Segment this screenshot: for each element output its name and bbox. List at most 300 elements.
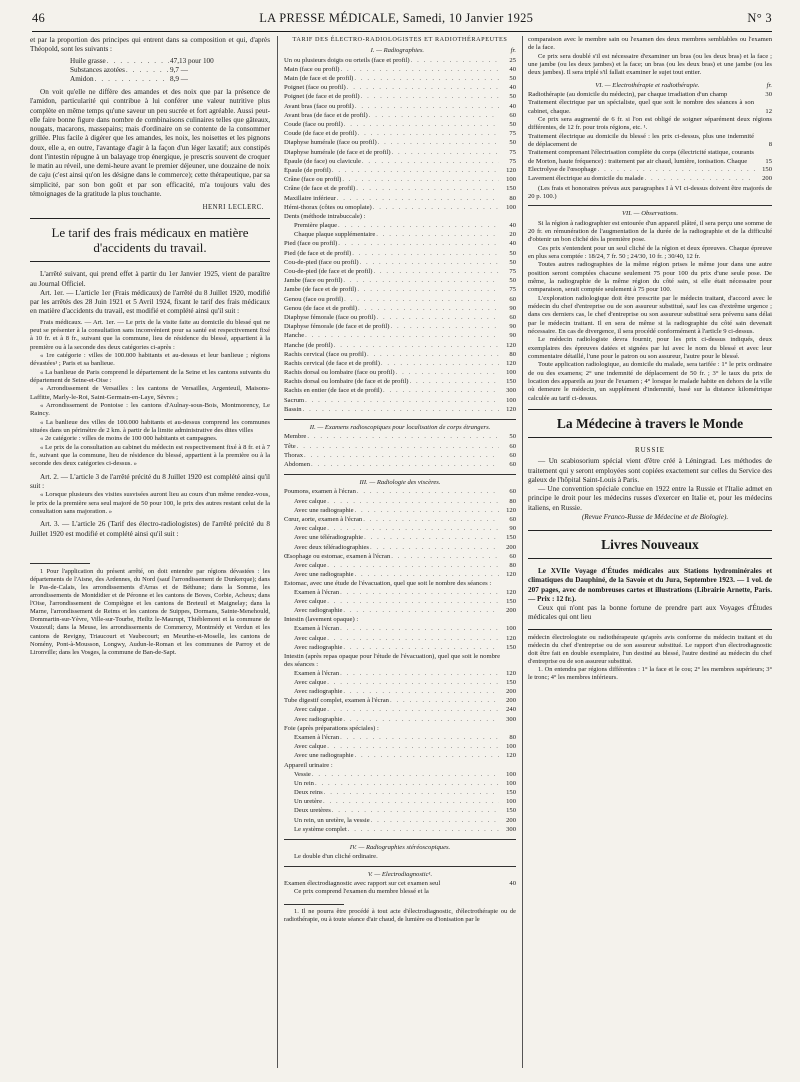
- tariff-price: 75: [509, 157, 516, 165]
- tariff-label: Avant bras (face ou profil): [284, 102, 354, 110]
- tariff-price: 100: [506, 369, 516, 377]
- leader-dots: [327, 498, 499, 506]
- leader-dots: [307, 433, 499, 441]
- composition-row: [70, 75, 230, 84]
- leader-dots: [340, 734, 499, 742]
- tariff-price: 100: [506, 779, 516, 787]
- tariff-price: 75: [509, 268, 516, 275]
- composition-label: Substances azotées: [70, 65, 125, 74]
- footnote: 1. Il ne pourra être procédé à tout acte d'électrodiagnostic, d'électrothérapie ou de radiothérapie, ou à toute séance d'air chaud, de lumière ou d'ionisation par le: [284, 907, 516, 923]
- leader-dots: [355, 507, 499, 515]
- tariff-price: 50: [509, 249, 516, 257]
- tariff-row: [284, 625, 516, 634]
- tariff-price: 50: [509, 258, 516, 266]
- tariff-price: 120: [506, 341, 516, 349]
- tariff-row: [284, 762, 516, 771]
- leader-dots: [343, 688, 499, 696]
- tariff-price: 100: [506, 396, 516, 404]
- tariff-row: [284, 697, 516, 706]
- tariff-label: Rachis en entier (de face et de profil): [284, 387, 382, 395]
- tariff-price: 300: [506, 715, 516, 723]
- leader-dots: [327, 679, 499, 687]
- leader-dots: [324, 789, 499, 797]
- masthead-title: LA PRESSE MÉDICALE, Samedi, 10 Janvier 1925: [259, 10, 534, 25]
- leader-dots: [340, 66, 499, 74]
- tariff-label: Diaphyse humérale (face ou profil): [284, 139, 377, 147]
- tariff-price: 100: [506, 176, 516, 184]
- unit-label: fr.: [510, 47, 516, 55]
- tariff-label: Avec calque: [294, 525, 327, 533]
- tariff-price: 50: [509, 93, 516, 101]
- tariff-label: Tête: [284, 442, 296, 450]
- tariff-label: Estomac, avec une étude de l'évacuation, quel que soit le nombre des séances :: [284, 580, 492, 588]
- leader-dots: [348, 826, 499, 834]
- tariff-label: Première plaque: [294, 222, 338, 230]
- leader-dots: [311, 461, 499, 469]
- news-item: — Une convention spéciale conclue en 1922 entre la Russie et l'Italie admet en principe le droit pour les médecins russes d'exercer en Italie et, pour les médecins italiens, en Russie.: [528, 485, 772, 512]
- tariff-label: Avec calque: [294, 597, 327, 605]
- section-rule: [284, 839, 516, 840]
- section-banner-title: La Médecine à travers le Monde: [528, 409, 772, 438]
- tariff-label: Rachis cervical (de face et de profil): [284, 359, 380, 367]
- tariff-price: 150: [506, 807, 516, 815]
- tariff-label: Rachis cervical (face ou profil): [284, 350, 367, 358]
- composition-row: [70, 66, 230, 75]
- tariff-price: 100: [506, 625, 516, 633]
- tariff-row: [284, 259, 516, 268]
- tariff-row: [284, 516, 516, 525]
- leader-dots: [327, 562, 499, 570]
- tariff-row: [284, 780, 516, 789]
- page-header: [32, 6, 772, 30]
- tariff-label: Examen à l'écran: [294, 669, 340, 677]
- tariff-price: 150: [506, 534, 516, 542]
- section-heading: [284, 47, 516, 55]
- tariff-row: [284, 688, 516, 697]
- leader-dots: [297, 443, 499, 451]
- tariff-label: Rachis dorsal ou lombaire (face ou profil): [284, 369, 395, 377]
- composition-table: [30, 57, 230, 85]
- tariff-price: 60: [509, 488, 516, 496]
- leader-dots: [396, 369, 499, 377]
- tariff-row: [284, 305, 516, 314]
- tariff-label: Avec calque: [294, 743, 327, 751]
- tariff-row: [284, 725, 516, 734]
- tariff-price: 40: [509, 240, 516, 248]
- tariff-row: [284, 351, 516, 360]
- tariff-label: Cou-de-pied (face ou profil): [284, 258, 359, 266]
- tariff-row: [284, 286, 516, 295]
- news-source: (Revue Franco-Russe de Médecine et de Biologie).: [581, 512, 729, 521]
- leader-dots: [362, 158, 499, 166]
- tariff-price: 120: [506, 166, 516, 174]
- tariff-row: [284, 789, 516, 798]
- tariff-row: [284, 553, 516, 562]
- section-title: V. — Electrodiagnostic¹.: [367, 870, 433, 878]
- observation-paragraph: Si la région à radiographier est entourée d'un appareil plâtré, il sera perçu une somme de 20 fr. en rémunération de l'augmentation de la durée de la radiographie et de la difficulté d'obtenir un bon cliché dès la première pose.: [528, 219, 772, 244]
- tariff-price: 120: [506, 405, 516, 413]
- leader-dots: [377, 314, 499, 322]
- tariff-row: [284, 176, 516, 185]
- leader-dots: [361, 93, 499, 101]
- tariff-label: Diaphyse fémorale (de face et de profil): [284, 323, 390, 331]
- tariff-row: [284, 807, 516, 816]
- tariff-label: Rachis dorsal ou lombaire (de face et de profil): [284, 378, 409, 386]
- section-banner-title: Livres Nouveaux: [528, 530, 772, 559]
- tariff-row: [284, 323, 516, 332]
- tariff-row: [284, 387, 516, 396]
- tariff-label: Coude (de face et de profil): [284, 130, 357, 138]
- tariff-price: 60: [509, 111, 516, 119]
- tariff-row: [284, 93, 516, 102]
- composition-label: Amidon: [70, 74, 94, 83]
- country-subheading: RUSSIE: [634, 446, 666, 455]
- tariff-row: [284, 880, 516, 888]
- tariff-price: 50: [509, 121, 516, 128]
- tariff-label: Avec deux téléradiographies: [294, 543, 369, 551]
- leader-dots: [343, 277, 499, 285]
- leader-dots: [392, 149, 499, 157]
- tariff-label: Cou-de-pied (de face et de profil): [284, 268, 373, 275]
- tariff-row: [284, 250, 516, 259]
- book-review: Ceux qui n'ont pas la bonne fortune de prendre part aux Voyages d'Études médicales qui ont lieu: [528, 604, 772, 622]
- tariff-label: Avec calque: [294, 497, 327, 505]
- tariff-price: 60: [509, 552, 516, 560]
- leader-dots: [390, 697, 499, 705]
- tariff-label: Un uretère: [294, 798, 323, 806]
- tariff-label: Hanche (de profil): [284, 341, 333, 349]
- tariff-row: [284, 507, 516, 516]
- section-title: I. — Radiographies.: [370, 47, 425, 55]
- tariff-price: 60: [509, 451, 516, 459]
- tariff-label: Avec radiographie: [294, 607, 343, 615]
- tariff-entry: Traitement électrique par un spécialiste, quel que soit le nombre des séances à son cabinet, chaque. 12: [528, 99, 772, 115]
- leader-dots: [360, 259, 499, 267]
- tariff-label: Hémi-thorax (côtes ou omoplate): [284, 203, 372, 211]
- leader-dots: [355, 571, 499, 579]
- tariff-label: Tube digestif complet, examen à l'écran: [284, 697, 389, 705]
- tariff-price: 90: [509, 304, 516, 312]
- tariff-price: 120: [506, 359, 516, 367]
- leader-dots: [373, 204, 499, 212]
- tariff-row: [284, 443, 516, 452]
- leader-dots: [343, 716, 499, 724]
- tariff-price: 50: [509, 433, 516, 441]
- leader-dots: [390, 323, 499, 331]
- tariff-label: Diaphyse humérale (de face et de profil): [284, 148, 391, 156]
- leader-dots: [340, 670, 499, 678]
- tariff-label: Vessie: [294, 770, 311, 778]
- article-text: Ce prix sera augmenté de 6 fr. si l'on est obligé de soigner séparément deux régions différentes, de 12 fr. pour trois régions, etc. ¹.: [528, 116, 772, 132]
- tariff-price: 100: [506, 770, 516, 778]
- tariff-price: 60: [509, 516, 516, 523]
- tariff-row: [284, 498, 516, 507]
- tariff-row: [284, 222, 516, 231]
- observation-paragraph: L'exploration radiologique doit être prescrite par le médecin traitant, d'accord avec le médecin du chef d'entreprise ou de son assureur substitué, sauf les cas d'extrême urgence ; dans ces derniers cas, le chef d'entreprise ou son assureur substitué sera prévenu sans délai par le médecin traitant. Il en sera de même si la radiographie du côté sain devenait nécessaire. En cas de divergence, il sera procédé conformément à l'article 9 ci-dessus.: [528, 294, 772, 336]
- tariff-price: 200: [506, 543, 516, 551]
- tariff-row: [284, 195, 516, 204]
- tariff-row: [284, 213, 516, 222]
- footnote: médecin électrologiste ou radiothérapeute qu'après avis conforme du médecin traitant et du médecin du chef d'entreprise ou de son assureur substitué. Le rapport d'un électrodiagnostic doit être fait en double exemplaire, l'un destiné au blessé, l'autre destiné au médecin du chef d'entreprise ou de son assureur substitué.: [528, 633, 772, 665]
- tariff-label: Jambe (face ou profil): [284, 277, 343, 285]
- tariff-table-radioscopie: [284, 433, 516, 470]
- tariff-price: 80: [509, 350, 516, 358]
- decree-paragraph: « 2e catégorie : villes de moins de 100 000 habitants et campagnes.: [40, 435, 218, 443]
- footnote: 1. On entendra par régions différentes : 1° la face et le cou; 2° les membres supérieurs; 3° le tronc; 4° les membres inférieurs.: [528, 666, 772, 682]
- tariff-table-electrodiagnostic: [284, 880, 516, 898]
- tariff-price: 300: [506, 387, 516, 395]
- leader-dots: [312, 771, 499, 779]
- tariff-price: 150: [506, 597, 516, 605]
- column-1: [30, 36, 270, 657]
- tariff-row: [284, 277, 516, 286]
- tariff-price: 100: [506, 798, 516, 806]
- tariff-row: [284, 461, 516, 470]
- tariff-price: 80: [509, 194, 516, 202]
- tariff-label: Examen à l'écran: [294, 588, 340, 596]
- tariff-label: Examen à l'écran: [294, 733, 340, 741]
- leader-dots: [303, 406, 499, 414]
- tariff-label: Bassin: [284, 405, 302, 413]
- section-title: IV. — Radiographies stéréoscopiques.: [349, 844, 451, 852]
- tariff-price: 120: [506, 752, 516, 760]
- tariff-row: [284, 378, 516, 387]
- tariff-table-visceres: [284, 488, 516, 835]
- leader-dots: [357, 488, 499, 496]
- tariff-label: Avec une radiographie: [294, 571, 354, 579]
- section-heading: [528, 82, 772, 90]
- tariff-price: 40: [509, 222, 516, 230]
- tariff-row: [284, 488, 516, 497]
- tariff-row: [284, 268, 516, 277]
- tariff-price: 50: [509, 139, 516, 147]
- composition-label: Huile grasse: [70, 56, 106, 65]
- tariff-label: Crâne (face ou profil): [284, 176, 342, 184]
- tariff-table-title: TARIF DES ÉLECTRO-RADIOLOGISTES ET RADIOTHÉRAPEUTES: [292, 36, 508, 43]
- leader-dots: [358, 305, 499, 313]
- tariff-price: 200: [506, 816, 516, 824]
- tariff-row: [284, 103, 516, 112]
- article-text: et par la proportion des principes qui entrent dans sa composition et qui, d'après Théopold, sont les suivants :: [30, 36, 270, 54]
- leader-dots: [323, 798, 499, 806]
- tariff-price: 25: [509, 56, 516, 64]
- tariff-label: Épaule (de profil): [284, 166, 331, 174]
- tariff-price: 50: [509, 277, 516, 285]
- section-rule: [284, 419, 516, 420]
- tariff-row: [284, 653, 516, 670]
- leader-dots: [344, 296, 499, 304]
- tariff-label: Avec calque: [294, 561, 327, 569]
- article-text: (Les frais et honoraires prévus aux paragraphes I à VI ci-dessus doivent être majorés de 20 p. 100.): [528, 184, 772, 200]
- tariff-row: [284, 826, 516, 835]
- tariff-row: [284, 296, 516, 305]
- tariff-price: 50: [509, 75, 516, 83]
- tariff-price: 20: [509, 231, 516, 239]
- tariff-row: [284, 112, 516, 121]
- tariff-row: [284, 332, 516, 341]
- leader-dots: [410, 378, 500, 386]
- tariff-price: 60: [509, 295, 516, 303]
- composition-value: 9,7 —: [170, 65, 188, 74]
- tariff-entry: Traitement électrique au domicile du blessé : les prix ci-dessus, plus une indemnité de déplacement de 8: [528, 132, 772, 149]
- tariff-label: Main (face ou profil): [284, 65, 340, 73]
- tariff-row: [284, 360, 516, 369]
- tariff-price: 90: [509, 323, 516, 331]
- tariff-row: [284, 644, 516, 653]
- column-separator: [277, 36, 278, 1068]
- leader-dots: [376, 231, 499, 239]
- tariff-price: 120: [506, 669, 516, 677]
- article-title: Le tarif des frais médicaux en matière d'accidents du travail.: [30, 218, 270, 262]
- tariff-label: Avec calque: [294, 706, 327, 714]
- tariff-row: [284, 798, 516, 807]
- tariff-price: 150: [506, 789, 516, 797]
- tariff-price: 60: [509, 460, 516, 468]
- tariff-price: 150: [506, 378, 516, 386]
- tariff-price: 60: [509, 442, 516, 450]
- tariff-row: [284, 706, 516, 715]
- tariff-price: 80: [509, 497, 516, 505]
- leader-dots: [315, 780, 499, 788]
- tariff-label: Avec une radiographie: [294, 752, 354, 760]
- leader-dots: [327, 743, 499, 751]
- tariff-price: 150: [506, 643, 516, 651]
- tariff-row: [284, 607, 516, 616]
- leader-dots: [342, 176, 499, 184]
- tariff-price: 100: [506, 743, 516, 751]
- tariff-label: Chaque plaque supplémentaire: [294, 231, 376, 239]
- tariff-label: Diaphyse fémorale (face ou profil): [284, 313, 376, 321]
- leader-dots: [357, 286, 499, 294]
- observation-paragraph: Toute application radiologique, au domicile du malade, sera tarifée : 1° le prix ordinaire de ou des examens; 2° une indemnité de déplacement de 50 fr. ; 3° le taux du prix de location des appareils au jour de l'examen ; 4° lorsque le malade habite en dehors de la ville où demeure le médecin, un supplément d'indemnité, basé sur la distance kilométrique calculée au tarif ci-dessus.: [528, 361, 772, 402]
- leader-dots: [340, 625, 499, 633]
- leader-dots: [327, 635, 499, 643]
- tariff-label: Avec une radiographie: [294, 506, 354, 514]
- tariff-row: [284, 139, 516, 148]
- tariff-label: Œsophage ou estomac, examen à l'écran: [284, 552, 391, 560]
- tariff-row: [284, 84, 516, 93]
- tariff-label: Pied (face ou profil): [284, 240, 338, 248]
- tariff-row: [284, 716, 516, 725]
- tariff-label: Membre: [284, 433, 307, 441]
- leader-dots: [332, 807, 499, 815]
- unit-label: fr.: [766, 81, 772, 89]
- tariff-row: [284, 589, 516, 598]
- author-signature: HENRI LECLERC.: [202, 204, 264, 212]
- tariff-row: [284, 75, 516, 84]
- article-text: Art. 3. — L'article 26 (Tarif des électro-radiologistes) de l'arrêté précité du 8 Juillet 1920 est modifié et complété ainsi qu'il suit :: [30, 520, 270, 538]
- tariff-row: [284, 888, 516, 897]
- article-text: comparaison avec le membre sain ou l'examen des deux membres semblables ou l'examen de la face.: [528, 36, 772, 52]
- observation-paragraph: Ces prix s'entendent pour un seul cliché de la région et deux épreuves. Chaque épreuve en plus sera comptée : 18/24, 7 fr. 50 ; 24/30, 10 fr. ; 30/40, 12 fr.: [528, 244, 772, 260]
- footnote-rule: [284, 904, 344, 905]
- tariff-row: [284, 149, 516, 158]
- leader-dots: [327, 706, 499, 714]
- tariff-price: 200: [506, 697, 516, 705]
- tariff-row: [284, 204, 516, 213]
- tariff-price: 90: [509, 332, 516, 340]
- article-text: L'arrêté suivant, qui prend effet à partir du 1er Janvier 1925, vient de paraître au Journal Officiel.: [30, 270, 270, 288]
- observation-paragraph: Le médecin radiologiste devra fournir, pour les prix ci-dessus indiqués, deux exemplaires des épreuves datées et signées par lui avec le nom du blessé et avec leur commentaire détaillé, l'une pour le patron ou son assureur, l'autre pour le blessé.: [528, 336, 772, 361]
- tariff-price: 120: [506, 588, 516, 596]
- tariff-price: 75: [509, 148, 516, 156]
- tariff-row: [284, 544, 516, 553]
- leader-dots: [340, 589, 499, 597]
- leader-dots: [344, 121, 499, 129]
- tariff-label: Poignet (face ou profil): [284, 84, 346, 92]
- decree-text: [30, 319, 270, 469]
- tariff-row: [284, 734, 516, 743]
- tariff-label: Dents (méthode intrabuccale) :: [284, 212, 366, 220]
- tariff-row: [284, 314, 516, 323]
- leader-dots: [352, 250, 499, 258]
- tariff-label: Main (de face et de profil): [284, 75, 354, 83]
- tariff-label: Un rein, un uretère, la vessie: [294, 816, 370, 824]
- tariff-row: [284, 433, 516, 442]
- leader-dots: [358, 130, 499, 138]
- leader-dots: [354, 75, 499, 83]
- section-title: II. — Examens radioscopiques pour localisation de corps étrangers.: [309, 424, 491, 431]
- tariff-row: [284, 752, 516, 761]
- footnote: 1 Pour l'application du présent arrêté, on doit entendre par régions dévastées : les départements de l'Aisne, des Ardennes, du Nord (sauf l'arrondissement de Dunkerque); dans le Pas-de-Calais, les arrondissements d'Arras et de Béthune; dans la Somme, les arrondissements de Montdidier et de Péronne et les cantons de Boves, Corbie, Acheux; dans l'Oise, l'arrondissement de Compiègne et les cantons de Breteuil et Maignelay; dans la Marne, l'arrondissement de Reims et les cantons de Suippes, Dormans, Sainte-Menehould, Dommartin-sur-Yèvre, Ville-sur-Tourbe, Heiltz le-Maurupt, Thiéblemont et la commune de Vouzeuil; dans la Meuse, les arrondissements de Commercy, Montmédy et Verdun et les cantons de Revigny, Triaucourt et Vaubecourt; en Meurthe-et-Moselle, les cantons de Nomény, Pont-à-Mousson, Longwy, Audun-le-Roman et les communes de Parroy et de Lironville; dans les Vosges, la commune de Ban-de-Sapt.: [30, 567, 270, 656]
- article-text: On voit qu'elle ne diffère des amandes et des noix que par la présence de l'amidon, particularité qui contribue à lui conférer une valeur nutritive plus complète en même temps qu'une saveur un peu sucrée et fort agréable. Aussi peut-elle faire bonne figure dans nombre de combinaisons culinaires telles que gâteaux, nougats, macarons, massepains; mais d'ordinaire on se contente de la consommer grillée. Plus facile à digérer que les amandes, les noix, les noisettes et les pignons doux, elle a, en outre, l'avantage d'agir à la façon d'un léger laxatif; aux constipés dont l'intestin répugne à un balayage trop énergique, je prescris souvent de croquer le matin au réveil, une demi-heure avant le premier déjeuner, une douzaine de noix de caju (c'est ainsi qu'on les désigne dans le commerce); cette thérapeutique, par sa simplicité, par son bon goût et par son efficacité, m'a toujours valu des témoignages de la gratitude la plus touchante.: [30, 88, 270, 198]
- column-3: [528, 36, 772, 682]
- leader-dots: [343, 644, 499, 652]
- decree-paragraph: « Arrondissement de Versailles : les cantons de Versailles, Argenteuil, Maisons-Laffitte, Marly-le-Roi, Saint-Germain-en-Laye, Sèvres ;: [30, 385, 270, 401]
- leader-dots: [305, 397, 499, 405]
- tariff-row: [284, 130, 516, 139]
- tariff-row: [284, 580, 516, 588]
- tariff-price: 100: [506, 203, 516, 211]
- tariff-price: 40: [509, 65, 516, 73]
- section-text: Le double d'un cliché ordinaire.: [294, 853, 378, 861]
- tariff-label: Avec calque: [294, 678, 327, 686]
- tariff-row: [284, 167, 516, 176]
- footnote-rule: [528, 629, 772, 630]
- leader-dots: [364, 534, 499, 542]
- tariff-label: Thorax: [284, 451, 304, 459]
- tariff-price: 200: [506, 688, 516, 696]
- section-rule: [284, 474, 516, 475]
- tariff-label: Hanche: [284, 332, 305, 340]
- article-text: Ce prix sera doublé s'il est nécessaire d'examiner un bras (ou les deux bras) et la face ; une jambe (ou les deux jambes) et la face; un bras (ou les deux bras) et une jambe (ou les deux jambes). Il sera triplé s'il fallait examiner le sujet tout entier.: [528, 52, 772, 77]
- tariff-label: Genou (de face et de profil): [284, 304, 358, 312]
- tariff-price: 40: [509, 102, 516, 110]
- leader-dots: [338, 222, 499, 230]
- tariff-label: Un ou plusieurs doigts ou orteils (face et profil): [284, 56, 410, 64]
- tariff-row: [284, 231, 516, 240]
- tariff-label: Crâne (de face et de profil): [284, 185, 356, 193]
- tariff-row: [284, 562, 516, 571]
- tariff-label: Intestin (après repas opaque pour l'étude de l'évacuation), quel que soit le nombre des séances :: [284, 652, 500, 669]
- tariff-label: Ce prix comprend l'examen du membre blessé et la: [294, 888, 429, 896]
- tariff-price: 60: [509, 313, 516, 321]
- leader-dots: [355, 752, 499, 760]
- page-number: 46: [32, 10, 46, 25]
- tariff-row: [284, 342, 516, 351]
- tariff-price: 90: [509, 525, 516, 533]
- leader-dots: [383, 387, 499, 395]
- issue-number: N° 3: [747, 10, 772, 25]
- decree-paragraph: « La banlieue des villes de 100.000 habitants et au-dessus comprend les communes situées dans un périmètre de 2 km. à partir de la limite administrative des dites villes: [30, 418, 270, 435]
- article-text: Art. 2. — L'article 3 de l'arrêté précité du 8 Juillet 1920 est complété ainsi qu'il suit :: [30, 472, 270, 490]
- composition-value: 47,13 pour 100: [170, 56, 214, 65]
- tariff-price: 75: [509, 286, 516, 294]
- article-text: Art. 1er. — L'article 1er (Frais médicaux) de l'arrêté du 8 Juillet 1920, modifié par les arrêtés des 28 Juin 1921 et 5 Avril 1924, fixant le tarif des frais médicaux en matière d'accidents du travail, est modifié et complété ainsi qu'il suit :: [30, 288, 270, 316]
- leader-dots: [304, 452, 499, 460]
- tariff-label: Un rein: [294, 779, 314, 787]
- tariff-label: Deux reins: [294, 789, 323, 797]
